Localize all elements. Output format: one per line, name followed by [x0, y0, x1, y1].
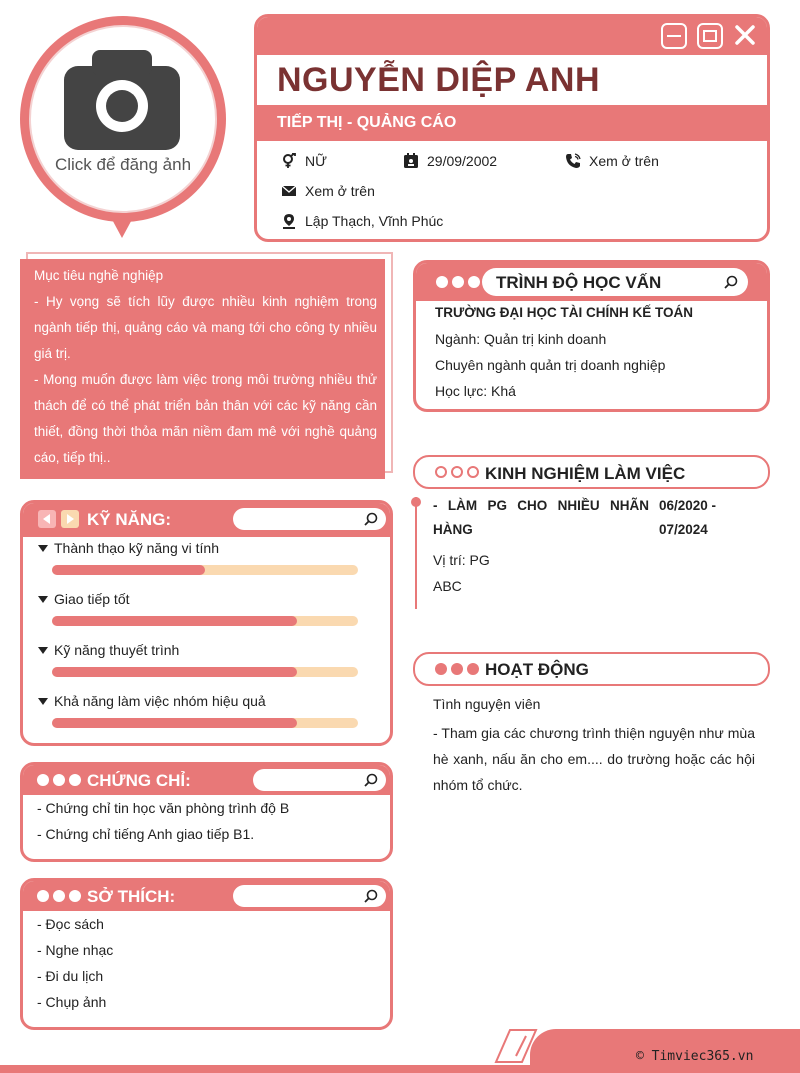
camera-icon[interactable] — [64, 50, 180, 150]
skill-item[interactable] — [38, 642, 179, 658]
avatar-tail — [108, 212, 136, 238]
header-dots — [435, 663, 479, 675]
gender-value: NỮ — [305, 153, 328, 169]
objective-box — [20, 259, 385, 479]
gender-info — [281, 153, 327, 169]
header-titlebar — [257, 17, 767, 55]
certificates-title: CHỨNG CHỈ: — [87, 771, 191, 790]
hobbies-card — [20, 878, 393, 1030]
avatar-caption[interactable]: Click để đăng ảnh — [54, 155, 192, 174]
full-name: NGUYỄN DIỆP ANH — [277, 61, 600, 99]
hobby-item: - Đọc sách — [37, 916, 104, 932]
activities-header — [413, 652, 770, 686]
minimize-button[interactable] — [661, 23, 687, 49]
skill-level-bar — [52, 616, 358, 626]
job-date-start: 06/2020 - — [659, 498, 717, 513]
timeline-dot — [411, 497, 421, 507]
certificate-item: - Chứng chỉ tin học văn phòng trình độ B — [37, 800, 290, 816]
header-card — [254, 14, 770, 242]
caret-down-icon — [38, 596, 48, 603]
calendar-icon — [403, 153, 419, 169]
header-dots — [435, 466, 479, 478]
email-info — [281, 183, 375, 199]
job-title-line: - LÀM PG CHO NHIỀU NHÃN — [433, 498, 649, 513]
certificates-header — [23, 765, 390, 795]
phone-value: Xem ở trên — [589, 153, 659, 169]
hobbies-header — [23, 881, 390, 911]
job-dates — [659, 494, 716, 542]
email-value: Xem ở trên — [305, 183, 375, 199]
education-specialization: Chuyên ngành quản trị doanh nghiệp — [435, 357, 666, 373]
school-name: TRƯỜNG ĐẠI HỌC TÀI CHÍNH KẾ TOÁN — [435, 305, 693, 320]
address-info — [281, 213, 443, 229]
hobby-item: - Chụp ảnh — [37, 994, 107, 1010]
header-dots — [37, 774, 81, 786]
email-icon — [281, 183, 297, 199]
search-icon — [364, 512, 378, 526]
skill-label: Giao tiếp tốt — [54, 591, 130, 607]
maximize-button[interactable] — [697, 23, 723, 49]
skill-level-bar — [52, 667, 358, 677]
parallelogram-icon — [494, 1028, 538, 1064]
close-icon — [731, 21, 759, 49]
skill-label: Thành thạo kỹ năng vi tính — [54, 540, 219, 556]
skill-label: Kỹ năng thuyết trình — [54, 642, 180, 658]
location-icon — [281, 213, 297, 229]
job-date-end: 07/2024 — [659, 522, 708, 537]
skill-level-fill — [52, 667, 297, 677]
experience-title: KINH NGHIỆM LÀM VIỆC — [485, 464, 686, 483]
caret-down-icon — [38, 545, 48, 552]
certificates-search[interactable] — [253, 769, 386, 791]
job-position: Vị trí: PG — [433, 552, 490, 568]
hobbies-search[interactable] — [233, 885, 386, 907]
education-major: Ngành: Quản trị kinh doanh — [435, 331, 607, 347]
skill-level-bar — [52, 565, 358, 575]
education-header — [416, 263, 767, 301]
job-company: ABC — [433, 578, 462, 594]
activities-title: HOẠT ĐỘNG — [485, 660, 589, 679]
activity-role: Tình nguyện viên — [433, 696, 541, 712]
job-title — [433, 494, 649, 542]
skill-level-fill — [52, 565, 205, 575]
experience-header — [413, 455, 770, 489]
objective-title: Mục tiêu nghề nghiệp — [34, 268, 164, 283]
birthdate-value: 29/09/2002 — [427, 153, 498, 169]
caret-down-icon — [38, 698, 48, 705]
hobby-item: - Nghe nhạc — [37, 942, 114, 958]
skills-header — [23, 503, 390, 537]
education-search[interactable] — [482, 268, 748, 296]
skill-level-bar — [52, 718, 358, 728]
certificate-item: - Chứng chỉ tiếng Anh giao tiếp B1. — [37, 826, 255, 842]
certificates-card — [20, 762, 393, 862]
gender-icon — [281, 153, 297, 169]
job-title: TIẾP THỊ - QUẢNG CÁO — [257, 105, 767, 141]
education-title: TRÌNH ĐỘ HỌC VẤN — [496, 273, 662, 292]
footer-copyright: © Timviec365.vn — [636, 1049, 754, 1064]
skill-item[interactable] — [38, 540, 219, 556]
skills-title: KỸ NĂNG: — [87, 510, 172, 529]
objective-paragraph-2: - Mong muốn được làm việc trong môi trường nhiều thử thách để có thể phát triển bản thân với các kỹ năng cần thiết, đồng thời thỏa mãn niềm đam mê với nghề quảng cáo, tiếp thị.. — [34, 372, 377, 465]
activity-description: - Tham gia các chương trình thiện nguyện như mùa hè xanh, nấu ăn cho em.... do trường hoặc các hội nhóm tổ chức. — [433, 725, 755, 793]
skill-item[interactable] — [38, 693, 266, 709]
objective-paragraph-1: - Hy vọng sẽ tích lũy được nhiều kinh nghiệm trong ngành tiếp thị, quảng cáo và mang tới cho công ty nhiều giá trị. — [34, 294, 377, 361]
search-icon — [364, 889, 378, 903]
hobby-item: - Đi du lịch — [37, 968, 104, 984]
skill-level-fill — [52, 718, 297, 728]
phone-icon — [565, 153, 581, 169]
skills-search[interactable] — [233, 508, 386, 530]
skills-card — [20, 500, 393, 746]
phone-info — [565, 153, 659, 169]
search-icon — [364, 773, 378, 787]
caret-down-icon — [38, 647, 48, 654]
prev-arrow-icon[interactable] — [38, 510, 56, 528]
close-button[interactable] — [731, 21, 759, 49]
address-value: Lập Thạch, Vĩnh Phúc — [305, 213, 444, 229]
timeline-line — [415, 497, 417, 609]
education-grade: Học lực: Khá — [435, 383, 516, 399]
hobbies-title: SỞ THÍCH: — [87, 887, 176, 906]
next-arrow-icon[interactable] — [61, 510, 79, 528]
search-icon — [724, 275, 738, 289]
skill-level-fill — [52, 616, 297, 626]
birthdate-info — [403, 153, 497, 169]
header-dots — [37, 890, 81, 902]
header-dots — [436, 276, 480, 288]
job-title-line: HÀNG — [433, 522, 473, 537]
education-card — [413, 260, 770, 412]
skill-label: Khả năng làm việc nhóm hiệu quả — [54, 693, 266, 709]
skill-item[interactable] — [38, 591, 130, 607]
